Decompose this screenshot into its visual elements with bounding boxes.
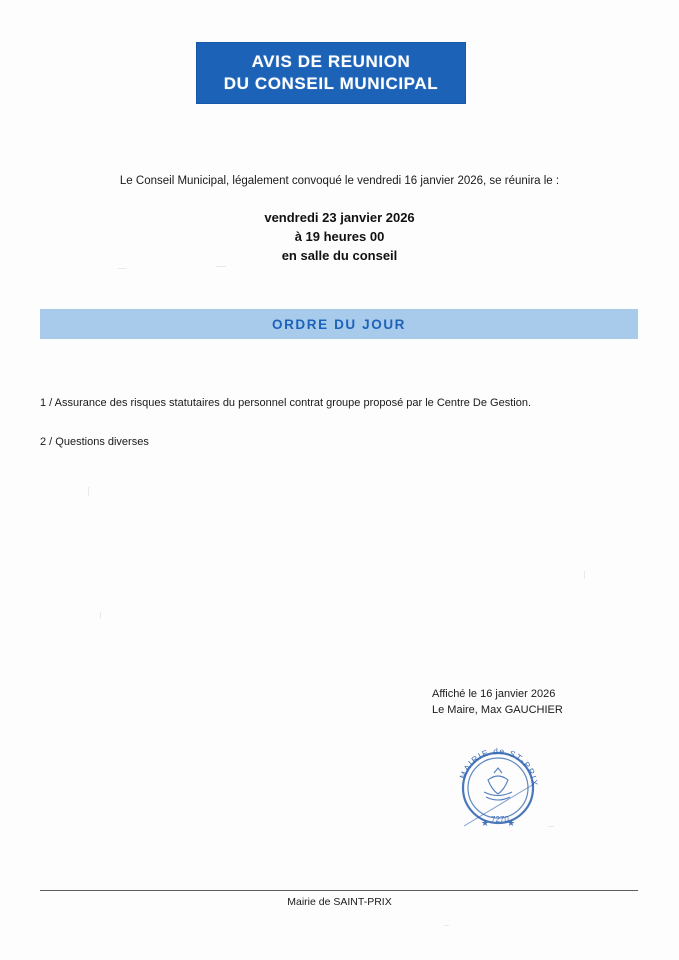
agenda-heading: ORDRE DU JOUR xyxy=(271,316,407,332)
scan-artifact xyxy=(548,826,554,827)
agenda-item: 1 / Assurance des risques statutaires du personnel contrat groupe proposé par le Centre De Gestion. xyxy=(40,397,532,409)
footer-divider xyxy=(40,890,638,891)
agenda-banner xyxy=(40,309,638,339)
scan-artifact xyxy=(118,268,126,269)
svg-text:★: ★ xyxy=(481,818,490,828)
agenda-item: 2 / Questions diverses xyxy=(40,436,149,448)
agenda-list xyxy=(40,396,640,474)
official-stamp xyxy=(450,740,546,836)
meeting-place: en salle du conseil xyxy=(281,248,398,263)
footer-label: Mairie de SAINT-PRIX xyxy=(287,896,392,908)
title-line-2: DU CONSEIL MUNICIPAL xyxy=(223,74,439,93)
signatory-name: Le Maire, Max GAUCHIER xyxy=(432,704,563,716)
posting-date: Affiché le 16 janvier 2026 xyxy=(432,688,556,700)
convocation-text: Le Conseil Municipal, légalement convoqué le vendredi 16 janvier 2026, se réunira le : xyxy=(119,175,560,187)
scan-artifact xyxy=(584,571,585,579)
scan-artifact xyxy=(100,612,101,619)
scan-artifact xyxy=(216,266,226,267)
scan-artifact xyxy=(88,487,89,496)
scan-artifact xyxy=(444,925,449,926)
meeting-date: vendredi 23 janvier 2026 xyxy=(264,210,415,225)
document-title-banner xyxy=(196,42,466,104)
title-line-1: AVIS DE REUNION xyxy=(251,52,411,71)
signature-block xyxy=(432,686,563,718)
meeting-time: à 19 heures 00 xyxy=(294,229,385,244)
svg-text:★: ★ xyxy=(507,818,516,828)
svg-text:7270: 7270 xyxy=(491,815,509,824)
meeting-details xyxy=(0,208,679,265)
svg-text:MAIRIE de ST-PRIX: MAIRIE de ST-PRIX xyxy=(457,745,541,788)
